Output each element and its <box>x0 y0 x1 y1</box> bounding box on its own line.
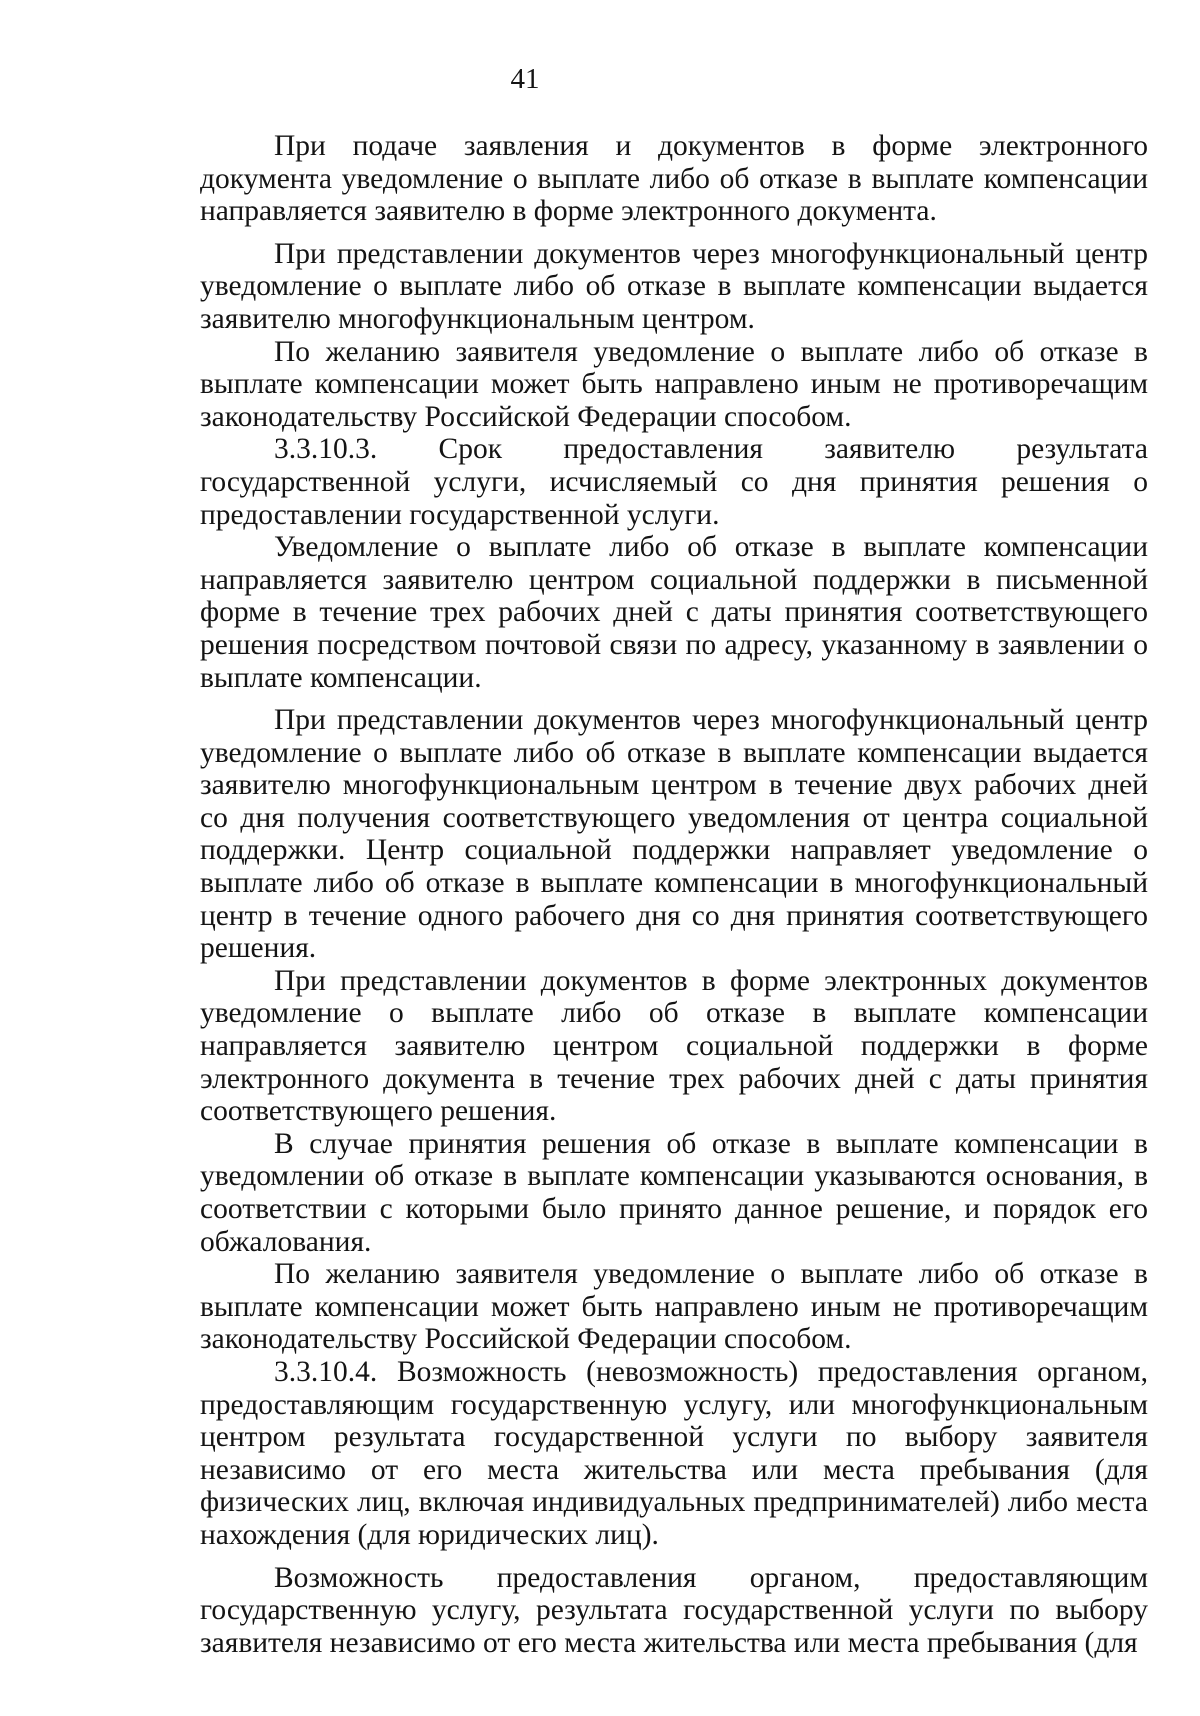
paragraph: Возможность предоставления органом, предоставляющим государственную услугу, результата государственной услуги по выбору заявителя независимо от его места жительства или места пребывания (для <box>200 1561 1148 1659</box>
paragraph: При представлении документов в форме электронных документов уведомление о выплате либо об отказе в выплате компенсации направляется заявителю центром социальной поддержки в форме электронного документа в течение трех рабочих дней с даты принятия соответствующего решения. <box>200 964 1148 1128</box>
document-body <box>200 130 1148 1659</box>
paragraph: В случае принятия решения об отказе в выплате компенсации в уведомлении об отказе в выплате компенсации указываются основания, в соответствии с которыми было принято данное решение, и порядок его обжалования. <box>200 1127 1148 1258</box>
paragraph: При подаче заявления и документов в форме электронного документа уведомление о выплате либо об отказе в выплате компенсации направляется заявителю в форме электронного документа. <box>200 130 1148 228</box>
paragraph: При представлении документов через многофункциональный центр уведомление о выплате либо об отказе в выплате компенсации выдается заявителю многофункциональным центром в течение двух рабочих дней со дня получения соответствующего уведомления от центра социальной поддержки. Центр социальной поддержки направляет уведомление о выплате либо об отказе в выплате компенсации в многофункциональный центр в течение одного рабочего дня со дня принятия соответствующего решения. <box>200 704 1148 965</box>
page-number: 41 <box>510 63 540 95</box>
paragraph: По желанию заявителя уведомление о выплате либо об отказе в выплате компенсации может быть направлено иным не противоречащим законодательству Российской Федерации способом. <box>200 335 1148 433</box>
paragraph: При представлении документов через многофункциональный центр уведомление о выплате либо об отказе в выплате компенсации выдается заявителю многофункциональным центром. <box>200 237 1148 335</box>
paragraph: По желанию заявителя уведомление о выплате либо об отказе в выплате компенсации может быть направлено иным не противоречащим законодательству Российской Федерации способом. <box>200 1258 1148 1356</box>
paragraph: 3.3.10.4. Возможность (невозможность) предоставления органом, предоставляющим государственную услугу, или многофункциональным центром результата государственной услуги по выбору заявителя независимо от его места жительства или места пребывания (для физических лиц, включая индивидуальных предпринимателей) либо места нахождения (для юридических лиц). <box>200 1355 1148 1551</box>
paragraph: Уведомление о выплате либо об отказе в выплате компенсации направляется заявителю центром социальной поддержки в письменной форме в течение трех рабочих дней с даты принятия соответствующего решения посредством почтовой связи по адресу, указанному в заявлении о выплате компенсации. <box>200 531 1148 694</box>
paragraph: 3.3.10.3. Срок предоставления заявителю результата государственной услуги, исчисляемый со дня принятия решения о предоставлении государственной услуги. <box>200 433 1148 531</box>
